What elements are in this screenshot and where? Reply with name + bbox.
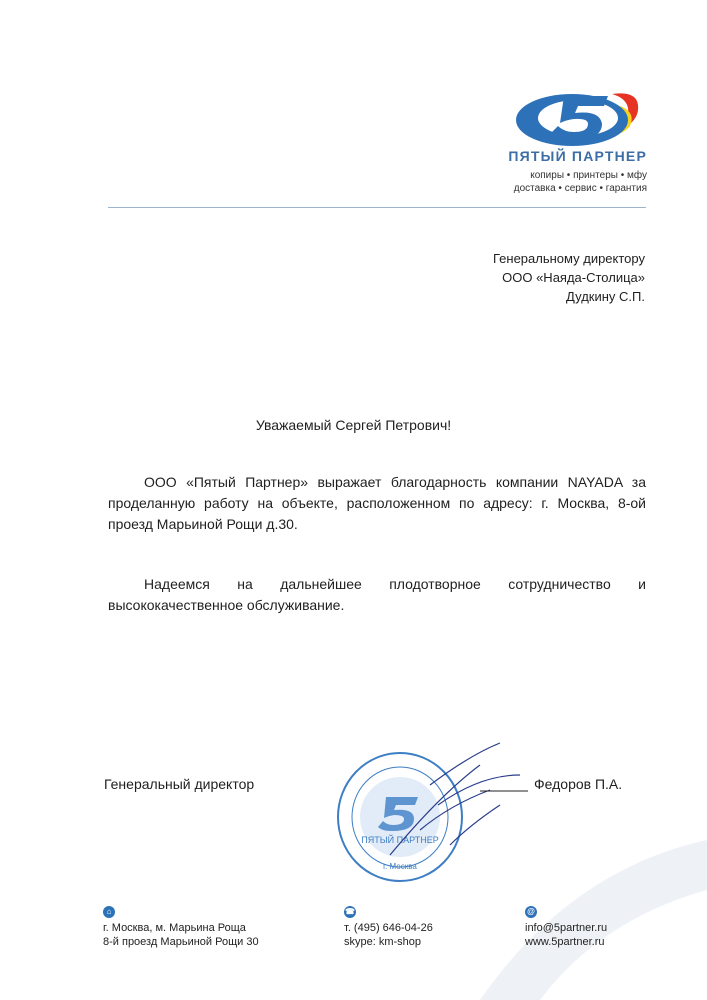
footer-swoosh-decoration (420, 830, 707, 1000)
recipient-company: ООО «Наяда-Столица» (502, 270, 645, 285)
tagline-products: копиры • принтеры • мфу (530, 170, 647, 181)
company-logo (508, 82, 647, 194)
header-divider (108, 207, 646, 208)
signatory-name: Федоров П.А. (534, 776, 623, 792)
seal-bottom-text: г. Москва (383, 862, 417, 871)
signatory-title: Генеральный директор (104, 776, 255, 792)
home-icon: ⌂ (103, 906, 115, 918)
brand-name: ПЯТЫЙ ПАРТНЕР (508, 148, 647, 164)
phone-icon: ☎ (345, 907, 355, 916)
tagline-services: доставка • сервис • гарантия (513, 183, 647, 194)
footer-phone: т. (495) 646-04-26 (344, 922, 433, 934)
footer-email[interactable]: info@5partner.ru (525, 922, 608, 934)
footer-skype: skype: km-shop (344, 936, 422, 948)
email-icon: @ (525, 906, 537, 918)
five-partner-logo-icon (512, 82, 647, 150)
recipient-position: Генеральному директору (493, 251, 645, 266)
body-paragraph-2: Надеемся на дальнейшее плодотворное сотрудничество и высококачественное обслуживание. (108, 576, 646, 613)
footer-website[interactable]: www.5partner.ru (525, 936, 605, 948)
salutation: Уважаемый Сергей Петрович! (255, 417, 452, 433)
seal-center-text: ПЯТЫЙ ПАРТНЕР (361, 835, 439, 845)
footer-address-line-1: г. Москва, м. Марьина Роща (103, 922, 246, 934)
footer-address-line-2: 8-й проезд Марьиной Рощи 30 (103, 936, 259, 948)
body-paragraph-1: ООО «Пятый Партнер» выражает благодарность компании NAYADA за проделанную работу на объекте, расположенном по адресу: г. Москва, 8-ой проезд Марьиной Рощи д.30. (108, 474, 646, 532)
recipient-name: Дудкину С.П. (566, 289, 645, 304)
